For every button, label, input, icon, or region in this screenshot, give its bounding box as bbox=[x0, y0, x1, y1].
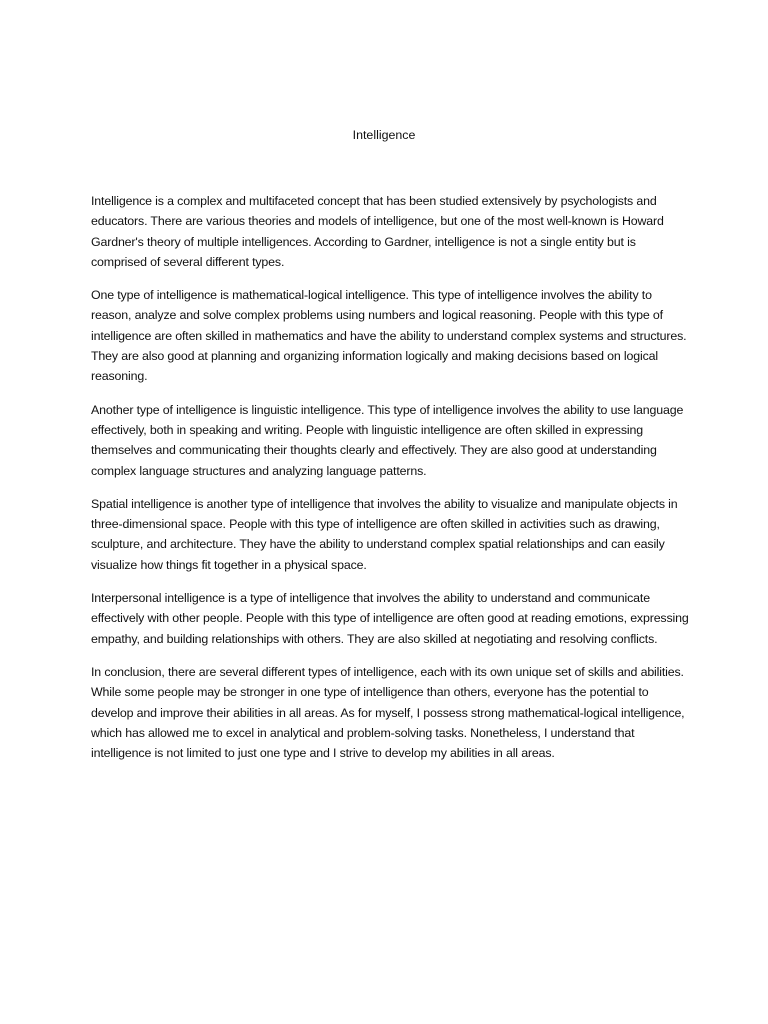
document-body bbox=[91, 191, 691, 776]
paragraph-mathematical-logical: One type of intelligence is mathematical-logical intelligence. This type of intelligence involves the ability to reason, analyze and solve complex problems using numbers and logical reasoning. People with this type of intelligence are often skilled in mathematics and have the ability to understand complex systems and structures. They are also good at planning and organizing information logically and making decisions based on logical reasoning. bbox=[91, 288, 687, 384]
paragraph-interpersonal: Interpersonal intelligence is a type of intelligence that involves the ability to understand and communicate effectively with other people. People with this type of intelligence are often good at reading emotions, expressing empathy, and building relationships with others. They are also skilled at negotiating and resolving conflicts. bbox=[91, 591, 689, 646]
document-title: Intelligence bbox=[352, 128, 416, 142]
paragraph-intro: Intelligence is a complex and multifaceted concept that has been studied extensively by psychologists and educators. There are various theories and models of intelligence, but one of the most well-known is Howard Gardner's theory of multiple intelligences. According to Gardner, intelligence is not a single entity but is comprised of several different types. bbox=[91, 194, 664, 269]
paragraph-linguistic: Another type of intelligence is linguistic intelligence. This type of intelligence involves the ability to use language effectively, both in speaking and writing. People with linguistic intelligence are often skilled in expressing themselves and communicating their thoughts clearly and effectively. They are also good at understanding complex language structures and analyzing language patterns. bbox=[91, 402, 684, 478]
paragraph-spatial: Spatial intelligence is another type of intelligence that involves the ability to visualize and manipulate objects in three-dimensional space. People with this type of intelligence are often skilled in activities such as drawing, sculpture, and architecture. They have the ability to understand complex spatial relationships and can easily visualize how things fit together in a physical space. bbox=[91, 496, 678, 572]
paragraph-conclusion: In conclusion, there are several different types of intelligence, each with its own unique set of skills and abilities. While some people may be stronger in one type of intelligence than others, everyone has the potential to develop and improve their abilities in all areas. As for myself, I possess strong mathematical-logical intelligence, which has allowed me to excel in analytical and problem-solving tasks. Nonetheless, I understand that intelligence is not limited to just one type and I strive to develop my abilities in all areas. bbox=[91, 664, 685, 761]
